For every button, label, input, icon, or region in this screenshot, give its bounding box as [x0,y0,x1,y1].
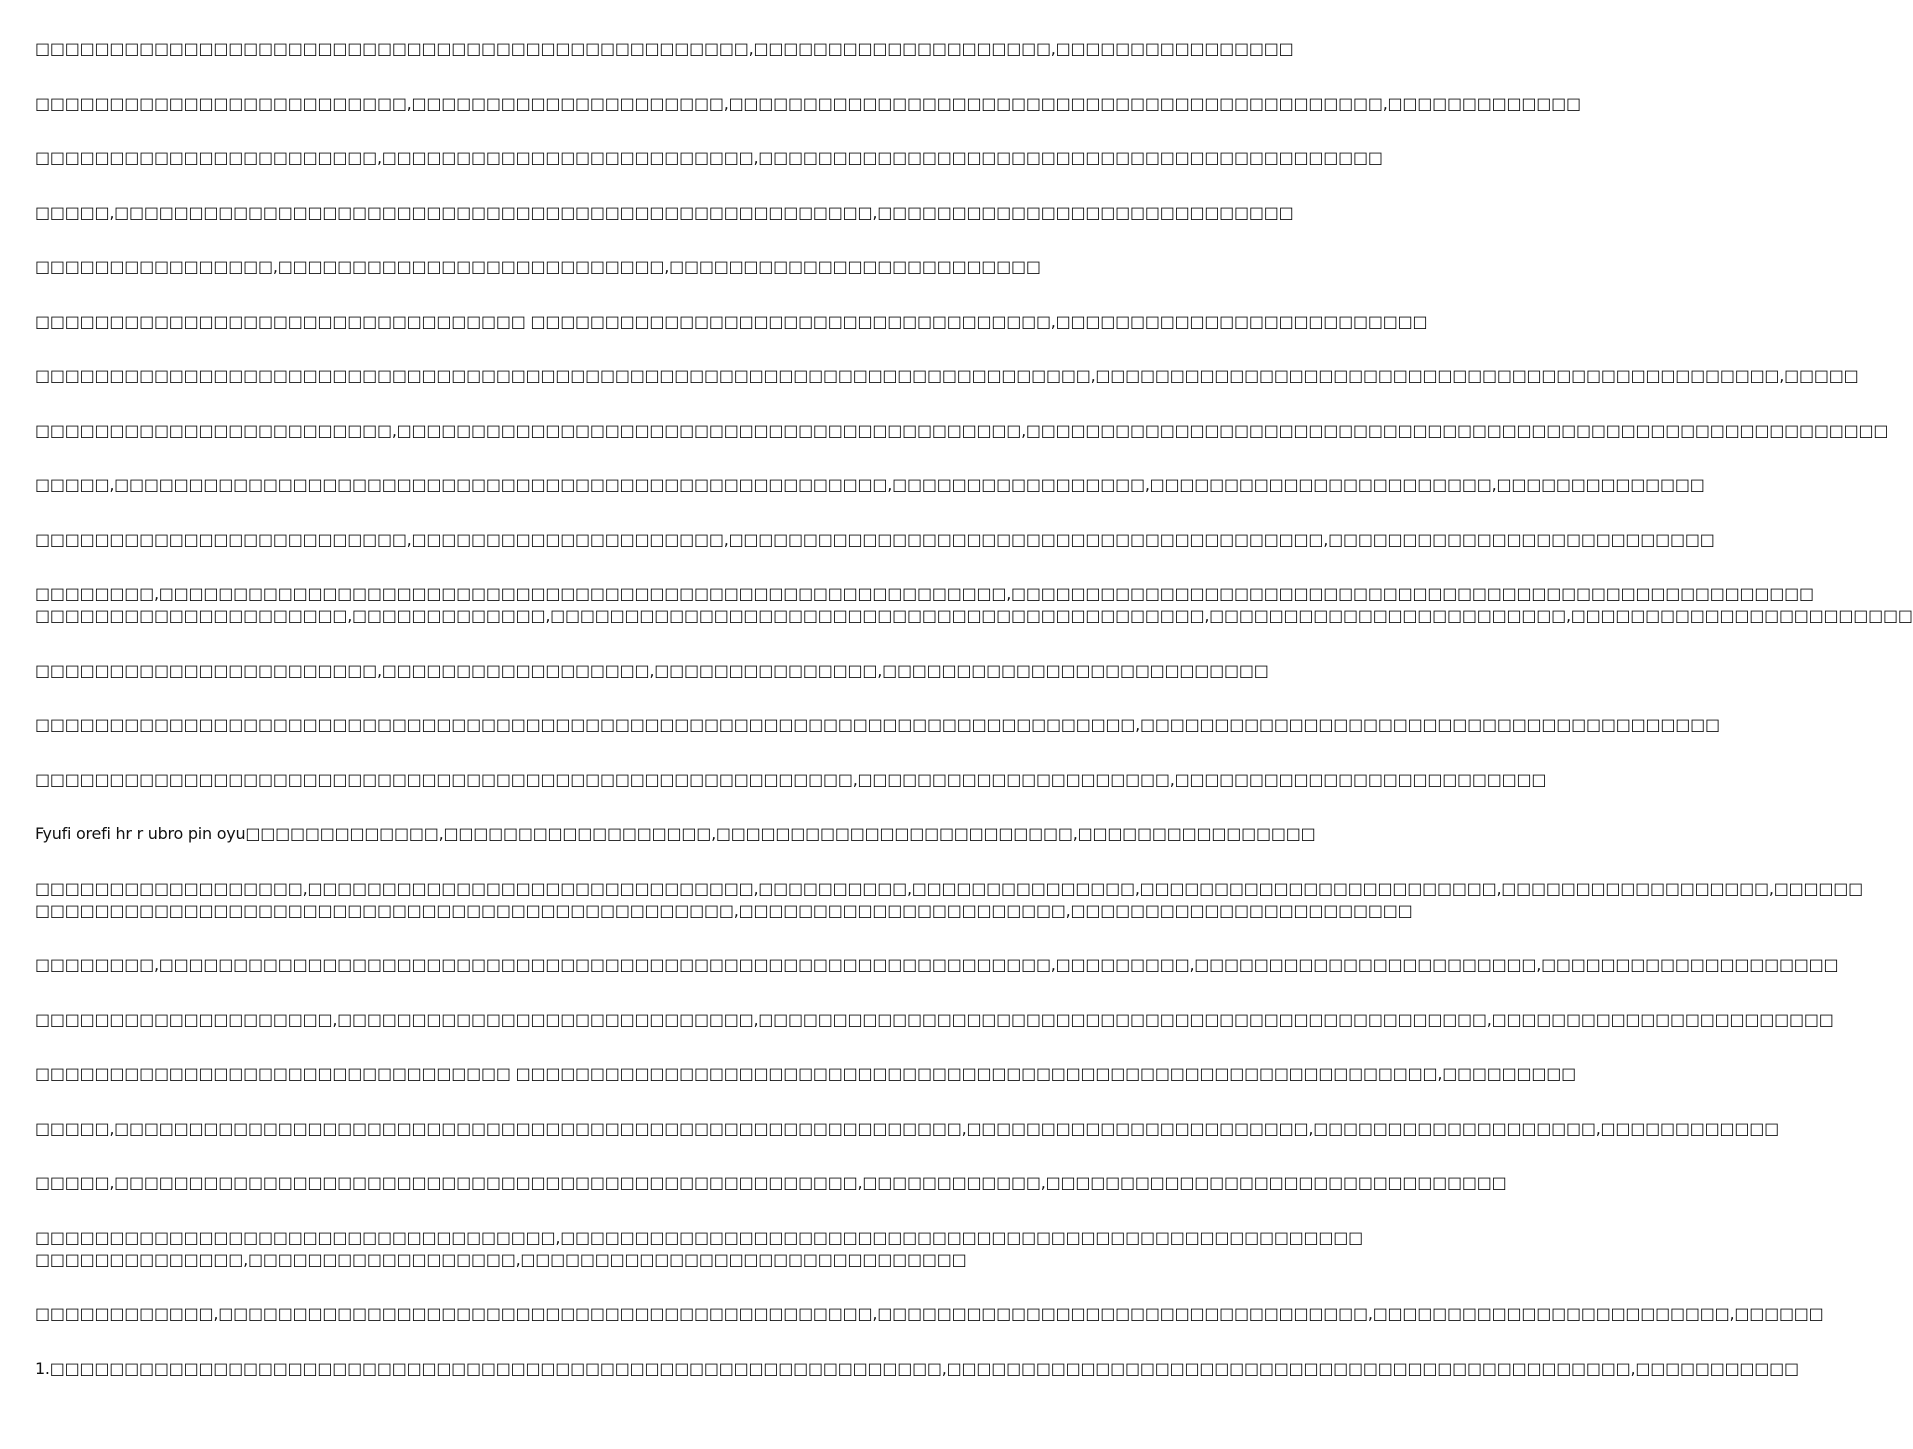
paragraph: □□□□□□□□□□□□□□□□□□□□□□□□□□□□□□□□□ □□□□□□□□□□□□□□□□□□□□□□□□□□□□□□□□□□□,□□□□□□□□□□□□□□□□□□□□□□□□□ [35,311,1428,331]
paragraph: □□□□□□□□□□□□□□□□□□□□□□□□,□□□□□□□□□□□□□□□□□□□□□□□□□□□□□□□□□□□□□□□□□□,□□□□□□□□□□□□□□□□□□□□□□□□□□□□□□□□□□□□□□□□□□□□□□□□□□□□□□□□□□ [35,420,1889,440]
paragraph: □□□□□□□□□□□□□□□□□□□□□□□□□□□□□□□□ □□□□□□□□□□□□□□□□□□□□□□□□□□□□□□□□□□□□□□□□□□□□□□□□□□□□□□□□□□□□□□,□□□□□□□□□ [35,1064,1576,1083]
paragraph: □□□□□□□□,□□□□□□□□□□□□□□□□□□□□□□□□□□□□□□□□□□□□□□□□□□□□□□□□□□□□□□□□□,□□□□□□□□□□□□□□□□□□□□□□□□□□□□□□□□□□□□□□□□□□□□□□□□□□□□□□ □□□□□□□□□□□□□□□□□□□□□,□□□□□□□□□□□□□,□□□□□□□□□□□□□□□□□□□□□□□□□□□□□□□□□□□□□□□□□□□□,□□□□□□□□□□□□□□□□□□□□□□□□,□□□□□□□□□□□□□□□□□□□□□□□ [35,584,1913,625]
paragraph: □□□□□□□□□□□□□□□□,□□□□□□□□□□□□□□□□□□□□□□□□□□,□□□□□□□□□□□□□□□□□□□□□□□□□ [35,257,1041,276]
paragraph: □□□□□,□□□□□□□□□□□□□□□□□□□□□□□□□□□□□□□□□□□□□□□□□□□□□□□□□□□□□□□□□,□□□□□□□□□□□□□□□□□□□□□□□,□□□□□□□□□□□□□□□□□□□,□□□□□□□□□□□□ [35,1118,1779,1138]
paragraph: □□□□□□□□□□□□□□□□□□□□,□□□□□□□□□□□□□□□□□□□□□□□□□□□□,□□□□□□□□□□□□□□□□□□□□□□□□□□□□□□□□□□□□□□□□□□□□□□□□□,□□□□□□□□□□□□□□□□□□□□□□□ [35,1009,1834,1029]
paragraph: □□□□□□□□□□□□□□□□□□□□□□□,□□□□□□□□□□□□□□□□□□□□□□□□□,□□□□□□□□□□□□□□□□□□□□□□□□□□□□□□□□□□□□□□□□□□ [35,148,1383,167]
paragraph: 1.□□□□□□□□□□□□□□□□□□□□□□□□□□□□□□□□□□□□□□□□□□□□□□□□□□□□□□□□□□□□,□□□□□□□□□□□□□□□□□□□□□□□□□□□□□□□□□□□□□□□□□□□□□□,□□□□□□□□□□□ [35,1358,1799,1378]
paragraph: □□□□□□□□□□□□□□□□□□□□□□□□□,□□□□□□□□□□□□□□□□□□□□□,□□□□□□□□□□□□□□□□□□□□□□□□□□□□□□□□□□□□□□□□□□□□,□□□□□□□□□□□□□ [35,93,1581,113]
paragraph: □□□□□,□□□□□□□□□□□□□□□□□□□□□□□□□□□□□□□□□□□□□□□□□□□□□□□□□□□,□□□□□□□□□□□□□□□□□□□□□□□□□□□□ [35,202,1294,222]
paragraph: □□□□□□□□□□□□□□□□□□□□□□□□□,□□□□□□□□□□□□□□□□□□□□□,□□□□□□□□□□□□□□□□□□□□□□□□□□□□□□□□□□□□□□□□,□□□□□□□□□□□□□□□□□□□□□□□□□□ [35,529,1715,549]
paragraph: □□□□□□□□□□□□□□□□□□□□□□□,□□□□□□□□□□□□□□□□□□,□□□□□□□□□□□□□□□,□□□□□□□□□□□□□□□□□□□□□□□□□□ [35,660,1269,680]
paragraph: □□□□□□□□□□□□□□□□□□□□□□□□□□□□□□□□□□□□□□□□□□□□□□□□,□□□□□□□□□□□□□□□□□□□□,□□□□□□□□□□□□□□□□ [35,39,1294,58]
paragraph: □□□□□□□□,□□□□□□□□□□□□□□□□□□□□□□□□□□□□□□□□□□□□□□□□□□□□□□□□□□□□□□□□□□□□,□□□□□□□□□,□□□□□□□□□□□□□□□□□□□□□□□,□□□□□□□□□□□□□□□□□□□□ [35,955,1839,974]
paragraph: □□□□□□□□□□□□□□□□□□□□□□□□□□□□□□□□□□□□□□□□□□□□□□□□□□□□□□□□□□□□□□□□□□□□□□□□□□,□□□□□□□□□□□□□□□□□□□□□□□□□□□□□□□□□□□□□□□ [35,715,1720,734]
paragraph: □□□□□□□□□□□□□□□□□□□□□□□□□□□□□□□□□□□□□□□□□□□□□□□□□□□□□□□□□□□□□□□□□□□□□□□,□□□□□□□□□□□□□□□□□□□□□□□□□□□□□□□□□□□□□□□□□□□□□□,□□□□□ [35,366,1859,385]
paragraph: □□□□□,□□□□□□□□□□□□□□□□□□□□□□□□□□□□□□□□□□□□□□□□□□□□□□□□□□□□,□□□□□□□□□□□□□□□□□,□□□□□□□□□□□□□□□□□□□□□□□,□□□□□□□□□□□□□□ [35,475,1705,494]
paragraph: □□□□□□□□□□□□,□□□□□□□□□□□□□□□□□□□□□□□□□□□□□□□□□□□□□□□□□□□□,□□□□□□□□□□□□□□□□□□□□□□□□□□□□□□□□□,□□□□□□□□□□□□□□□□□□□□□□□□,□□□□□□ [35,1304,1824,1323]
paragraph: □□□□□□□□□□□□□□□□□□,□□□□□□□□□□□□□□□□□□□□□□□□□□□□□□,□□□□□□□□□□,□□□□□□□□□□□□□□□,□□□□□□□□□□□□□□□□□□□□□□□□,□□□□□□□□□□□□□□□□□□,□□□□□□ □□□□□□□□□□□□□□□□□□□□□□□□□□□□□□□□□□□□□□□□□□□□□□□,□□□□□□□□□□□□□□□□□□□□□□,□□□□□□□□□□□□□□□□□□□□□□□ [35,878,1863,920]
document-page [35,38,1913,1412]
paragraph: □□□□□□□□□□□□□□□□□□□□□□□□□□□□□□□□□□□,□□□□□□□□□□□□□□□□□□□□□□□□□□□□□□□□□□□□□□□□□□□□□□□□□□□□□□ □□□□□□□□□□□□□□,□□□□□□□□□□□□□□□□□□,□□□□□□□□□□□□□□□□□□□□□□□□□□□□□□ [35,1227,1364,1269]
paragraph: Fyufi orefi hr r ubro pin oyu□□□□□□□□□□□□□,□□□□□□□□□□□□□□□□□□,□□□□□□□□□□□□□□□□□□□□□□□□,□□□□□□□□□□□□□□□□ [35,824,1316,843]
paragraph: □□□□□□□□□□□□□□□□□□□□□□□□□□□□□□□□□□□□□□□□□□□□□□□□□□□□□□□,□□□□□□□□□□□□□□□□□□□□□,□□□□□□□□□□□□□□□□□□□□□□□□□ [35,769,1547,789]
paragraph: □□□□□,□□□□□□□□□□□□□□□□□□□□□□□□□□□□□□□□□□□□□□□□□□□□□□□□□□,□□□□□□□□□□□□,□□□□□□□□□□□□□□□□□□□□□□□□□□□□□□□ [35,1173,1507,1192]
